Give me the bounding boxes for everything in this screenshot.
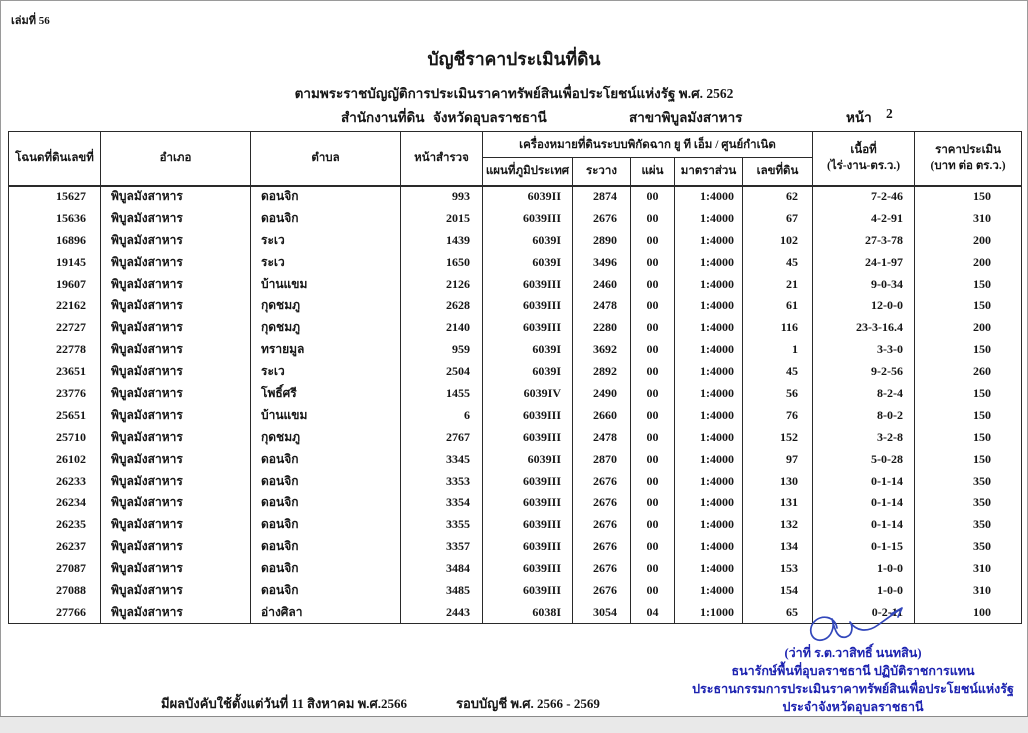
- cell-area: 9-0-34: [813, 273, 915, 295]
- office-label: สำนักงานที่ดิน: [341, 110, 425, 125]
- cell-map-sheet: 6039I: [483, 361, 573, 383]
- cell-price: 150: [915, 404, 1022, 426]
- header-phaen: แผ่น: [631, 158, 675, 186]
- effective-date-label: มีผลบังคับใช้ตั้งแต่วันที่ 11 สิงหาคม พ.ศ.2566: [161, 696, 408, 711]
- cell-price: 150: [915, 186, 1022, 208]
- cell-tambon: ดอนจิก: [251, 580, 401, 602]
- cell-land-no: 130: [743, 470, 813, 492]
- cell-land-no: 131: [743, 492, 813, 514]
- cell-amphoe: พิบูลมังสาหาร: [101, 514, 251, 536]
- cell-price: 200: [915, 317, 1022, 339]
- cell-map-sheet: 6039II: [483, 186, 573, 208]
- cell-map-sheet: 6039III: [483, 536, 573, 558]
- cell-map-sheet: 6039III: [483, 580, 573, 602]
- cell-map-sheet: 6039III: [483, 273, 573, 295]
- cell-phaen: 00: [631, 492, 675, 514]
- cell-scale: 1:4000: [675, 207, 743, 229]
- cell-map-sheet: 6039III: [483, 470, 573, 492]
- cell-area: 12-0-0: [813, 295, 915, 317]
- header-price-line2: (บาท ต่อ ตร.ว.): [930, 160, 1006, 173]
- cell-survey-page: 2443: [401, 601, 483, 623]
- cell-area: 5-0-28: [813, 448, 915, 470]
- cell-land-no: 61: [743, 295, 813, 317]
- cell-map-sheet: 6039III: [483, 404, 573, 426]
- cell-amphoe: พิบูลมังสาหาร: [101, 601, 251, 623]
- cell-survey-page: 6: [401, 404, 483, 426]
- cell-phaen: 00: [631, 186, 675, 208]
- cell-price: 100: [915, 601, 1022, 623]
- cell-phaen: 00: [631, 361, 675, 383]
- cell-tambon: โพธิ์ศรี: [251, 383, 401, 405]
- cell-land-no: 62: [743, 186, 813, 208]
- office-row: [1, 106, 1027, 126]
- cell-ravang: 2478: [573, 295, 631, 317]
- cell-ravang: 2490: [573, 383, 631, 405]
- cell-survey-page: 3354: [401, 492, 483, 514]
- cell-land-no: 154: [743, 580, 813, 602]
- cell-price: 310: [915, 207, 1022, 229]
- cell-tambon: อ่างศิลา: [251, 601, 401, 623]
- cell-survey-page: 3484: [401, 558, 483, 580]
- table-body: [9, 186, 1022, 624]
- cell-ravang: 2478: [573, 426, 631, 448]
- cell-phaen: 00: [631, 536, 675, 558]
- cell-area: 0-1-14: [813, 514, 915, 536]
- cell-amphoe: พิบูลมังสาหาร: [101, 383, 251, 405]
- cell-ravang: 3692: [573, 339, 631, 361]
- header-land-no: เลขที่ดิน: [743, 158, 813, 186]
- cell-ravang: 2676: [573, 558, 631, 580]
- cell-land-no: 97: [743, 448, 813, 470]
- header-area: [813, 132, 915, 186]
- cell-price: 150: [915, 295, 1022, 317]
- table-row: [9, 404, 1022, 426]
- cell-scale: 1:4000: [675, 186, 743, 208]
- cell-survey-page: 959: [401, 339, 483, 361]
- table-row: [9, 295, 1022, 317]
- cell-tambon: ดอนจิก: [251, 470, 401, 492]
- cell-amphoe: พิบูลมังสาหาร: [101, 295, 251, 317]
- cell-survey-page: 3357: [401, 536, 483, 558]
- cell-land-no: 132: [743, 514, 813, 536]
- cell-phaen: 00: [631, 558, 675, 580]
- cell-tambon: ดอนจิก: [251, 492, 401, 514]
- cell-area: 3-3-0: [813, 339, 915, 361]
- title-block: [1, 45, 1027, 104]
- page-word: หน้า: [846, 110, 872, 125]
- cell-scale: 1:4000: [675, 404, 743, 426]
- cell-survey-page: 3353: [401, 470, 483, 492]
- cell-deed-no: 22727: [9, 317, 101, 339]
- cell-deed-no: 26234: [9, 492, 101, 514]
- cell-ravang: 3054: [573, 601, 631, 623]
- cell-scale: 1:4000: [675, 339, 743, 361]
- cell-land-no: 1: [743, 339, 813, 361]
- cell-area: 4-2-91: [813, 207, 915, 229]
- assessment-table: [8, 131, 1022, 624]
- cell-survey-page: 1455: [401, 383, 483, 405]
- header-area-line2: (ไร่-งาน-ตร.ว.): [827, 160, 901, 173]
- cell-map-sheet: 6039III: [483, 207, 573, 229]
- signature-scribble: [807, 601, 911, 651]
- cell-price: 150: [915, 339, 1022, 361]
- cell-tambon: ทรายมูล: [251, 339, 401, 361]
- cell-area: 8-0-2: [813, 404, 915, 426]
- cell-phaen: 00: [631, 339, 675, 361]
- cell-amphoe: พิบูลมังสาหาร: [101, 404, 251, 426]
- cell-price: 350: [915, 470, 1022, 492]
- cell-phaen: 00: [631, 426, 675, 448]
- cell-deed-no: 23776: [9, 383, 101, 405]
- cell-area: 1-0-0: [813, 580, 915, 602]
- cell-scale: 1:4000: [675, 273, 743, 295]
- header-map-sheet: แผนที่ภูมิประเทศ: [483, 158, 573, 186]
- table-row: [9, 492, 1022, 514]
- cell-map-sheet: 6039III: [483, 514, 573, 536]
- cell-ravang: 2890: [573, 229, 631, 251]
- cell-tambon: ดอนจิก: [251, 536, 401, 558]
- header-area-line1: เนื้อที่: [850, 143, 877, 156]
- cell-ravang: 2870: [573, 448, 631, 470]
- cell-tambon: บ้านแขม: [251, 404, 401, 426]
- cell-survey-page: 2767: [401, 426, 483, 448]
- cell-land-no: 102: [743, 229, 813, 251]
- cell-amphoe: พิบูลมังสาหาร: [101, 229, 251, 251]
- cell-tambon: กุดชมภู: [251, 295, 401, 317]
- cell-scale: 1:4000: [675, 295, 743, 317]
- cell-land-no: 21: [743, 273, 813, 295]
- cell-phaen: 00: [631, 383, 675, 405]
- cell-scale: 1:4000: [675, 536, 743, 558]
- cell-survey-page: 3355: [401, 514, 483, 536]
- table-header: [9, 132, 1022, 186]
- cell-deed-no: 19145: [9, 251, 101, 273]
- header-price: [915, 132, 1022, 186]
- cell-scale: 1:4000: [675, 558, 743, 580]
- cell-amphoe: พิบูลมังสาหาร: [101, 361, 251, 383]
- cell-scale: 1:4000: [675, 251, 743, 273]
- cell-phaen: 00: [631, 317, 675, 339]
- cell-amphoe: พิบูลมังสาหาร: [101, 317, 251, 339]
- cell-scale: 1:1000: [675, 601, 743, 623]
- table-row: [9, 273, 1022, 295]
- cell-deed-no: 16896: [9, 229, 101, 251]
- cell-area: 0-1-14: [813, 470, 915, 492]
- cell-price: 150: [915, 448, 1022, 470]
- cell-survey-page: 2628: [401, 295, 483, 317]
- cell-deed-no: 15636: [9, 207, 101, 229]
- cell-tambon: กุดชมภู: [251, 317, 401, 339]
- cell-phaen: 00: [631, 251, 675, 273]
- cell-amphoe: พิบูลมังสาหาร: [101, 339, 251, 361]
- cell-map-sheet: 6039I: [483, 229, 573, 251]
- cell-scale: 1:4000: [675, 361, 743, 383]
- cell-deed-no: 23651: [9, 361, 101, 383]
- cell-area: 9-2-56: [813, 361, 915, 383]
- cell-price: 310: [915, 580, 1022, 602]
- cell-amphoe: พิบูลมังสาหาร: [101, 448, 251, 470]
- cell-price: 350: [915, 492, 1022, 514]
- cell-area: 0-2-11: [813, 601, 915, 623]
- cell-map-sheet: 6039I: [483, 339, 573, 361]
- cell-area: 23-3-16.4: [813, 317, 915, 339]
- cell-scale: 1:4000: [675, 426, 743, 448]
- cell-scale: 1:4000: [675, 514, 743, 536]
- cell-survey-page: 2126: [401, 273, 483, 295]
- province-label: จังหวัดอุบลราชธานี: [433, 110, 547, 125]
- table-row: [9, 536, 1022, 558]
- cell-tambon: ดอนจิก: [251, 448, 401, 470]
- cell-price: 200: [915, 229, 1022, 251]
- cell-amphoe: พิบูลมังสาหาร: [101, 273, 251, 295]
- cell-scale: 1:4000: [675, 229, 743, 251]
- cell-survey-page: 2140: [401, 317, 483, 339]
- cell-price: 350: [915, 536, 1022, 558]
- cell-land-no: 116: [743, 317, 813, 339]
- cell-price: 150: [915, 426, 1022, 448]
- cell-ravang: 2660: [573, 404, 631, 426]
- cell-deed-no: 26233: [9, 470, 101, 492]
- cell-tambon: ระเว: [251, 361, 401, 383]
- cell-map-sheet: 6039I: [483, 251, 573, 273]
- cell-amphoe: พิบูลมังสาหาร: [101, 492, 251, 514]
- cell-ravang: 2676: [573, 514, 631, 536]
- cell-amphoe: พิบูลมังสาหาร: [101, 470, 251, 492]
- header-amphoe: อำเภอ: [101, 132, 251, 186]
- cell-deed-no: 22778: [9, 339, 101, 361]
- table-row: [9, 448, 1022, 470]
- cell-amphoe: พิบูลมังสาหาร: [101, 207, 251, 229]
- cell-land-no: 153: [743, 558, 813, 580]
- cell-phaen: 00: [631, 448, 675, 470]
- cell-tambon: ระเว: [251, 229, 401, 251]
- signer-title-2: ประธานกรรมการประเมินราคาทรัพย์สินเพื่อประโยชน์แห่งรัฐ: [692, 682, 1014, 696]
- cell-phaen: 00: [631, 580, 675, 602]
- cell-ravang: 2460: [573, 273, 631, 295]
- cell-scale: 1:4000: [675, 317, 743, 339]
- signer-title-1: ธนารักษ์พื้นที่อุบลราชธานี ปฏิบัติราชการแทน: [731, 664, 975, 678]
- cell-price: 260: [915, 361, 1022, 383]
- cell-phaen: 00: [631, 295, 675, 317]
- header-ravang: ระวาง: [573, 158, 631, 186]
- cell-scale: 1:4000: [675, 492, 743, 514]
- header-scale: มาตราส่วน: [675, 158, 743, 186]
- cell-deed-no: 25710: [9, 426, 101, 448]
- cell-scale: 1:4000: [675, 580, 743, 602]
- cell-survey-page: 1650: [401, 251, 483, 273]
- header-tambon: ตำบล: [251, 132, 401, 186]
- cell-deed-no: 26235: [9, 514, 101, 536]
- cell-land-no: 65: [743, 601, 813, 623]
- cell-price: 200: [915, 251, 1022, 273]
- header-deed-no: โฉนดที่ดินเลขที่: [9, 132, 101, 186]
- account-period-label: รอบบัญชี พ.ศ. 2566 - 2569: [456, 696, 600, 711]
- cell-phaen: 00: [631, 229, 675, 251]
- cell-ravang: 2676: [573, 470, 631, 492]
- cell-ravang: 2676: [573, 536, 631, 558]
- table-row: [9, 207, 1022, 229]
- signer-name: (ว่าที่ ร.ต.วาสิทธิ์ นนทสิน): [784, 646, 922, 660]
- cell-phaen: 00: [631, 207, 675, 229]
- table-row: [9, 514, 1022, 536]
- cell-price: 150: [915, 273, 1022, 295]
- cell-area: 7-2-46: [813, 186, 915, 208]
- cell-deed-no: 26237: [9, 536, 101, 558]
- cell-price: 310: [915, 558, 1022, 580]
- table-row: [9, 339, 1022, 361]
- cell-amphoe: พิบูลมังสาหาร: [101, 536, 251, 558]
- cell-tambon: กุดชมภู: [251, 426, 401, 448]
- cell-phaen: 00: [631, 273, 675, 295]
- cell-area: 8-2-4: [813, 383, 915, 405]
- cell-deed-no: 27088: [9, 580, 101, 602]
- branch-label: สาขาพิบูลมังสาหาร: [629, 110, 743, 125]
- cell-survey-page: 2015: [401, 207, 483, 229]
- table-row: [9, 251, 1022, 273]
- page-title: บัญชีราคาประเมินที่ดิน: [427, 49, 601, 69]
- cell-map-sheet: 6039IV: [483, 383, 573, 405]
- table-row: [9, 361, 1022, 383]
- cell-scale: 1:4000: [675, 470, 743, 492]
- cell-ravang: 2892: [573, 361, 631, 383]
- cell-map-sheet: 6039III: [483, 317, 573, 339]
- cell-phaen: 00: [631, 514, 675, 536]
- cell-scale: 1:4000: [675, 448, 743, 470]
- page-number: 2: [886, 106, 893, 121]
- cell-survey-page: 1439: [401, 229, 483, 251]
- cell-area: 0-1-15: [813, 536, 915, 558]
- cell-land-no: 67: [743, 207, 813, 229]
- cell-map-sheet: 6039III: [483, 558, 573, 580]
- cell-price: 150: [915, 383, 1022, 405]
- cell-survey-page: 2504: [401, 361, 483, 383]
- cell-ravang: 2280: [573, 317, 631, 339]
- cell-deed-no: 25651: [9, 404, 101, 426]
- cell-map-sheet: 6039III: [483, 492, 573, 514]
- cell-ravang: 2676: [573, 580, 631, 602]
- cell-deed-no: 22162: [9, 295, 101, 317]
- cell-land-no: 134: [743, 536, 813, 558]
- cell-land-no: 45: [743, 251, 813, 273]
- table-row: [9, 580, 1022, 602]
- cell-phaen: 00: [631, 470, 675, 492]
- header-price-line1: ราคาประเมิน: [935, 143, 1001, 156]
- cell-survey-page: 993: [401, 186, 483, 208]
- table-row: [9, 558, 1022, 580]
- cell-tambon: ดอนจิก: [251, 514, 401, 536]
- cell-area: 1-0-0: [813, 558, 915, 580]
- cell-deed-no: 26102: [9, 448, 101, 470]
- cell-survey-page: 3485: [401, 580, 483, 602]
- cell-price: 350: [915, 514, 1022, 536]
- cell-area: 27-3-78: [813, 229, 915, 251]
- cell-ravang: 2676: [573, 207, 631, 229]
- cell-deed-no: 15627: [9, 186, 101, 208]
- cell-map-sheet: 6038I: [483, 601, 573, 623]
- cell-map-sheet: 6039II: [483, 448, 573, 470]
- cell-tambon: ดอนจิก: [251, 558, 401, 580]
- cell-area: 3-2-8: [813, 426, 915, 448]
- cell-tambon: บ้านแขม: [251, 273, 401, 295]
- cell-deed-no: 27766: [9, 601, 101, 623]
- cell-amphoe: พิบูลมังสาหาร: [101, 426, 251, 448]
- signer-title-3: ประจำจังหวัดอุบลราชธานี: [782, 700, 924, 714]
- cell-area: 24-1-97: [813, 251, 915, 273]
- cell-tambon: ดอนจิก: [251, 186, 401, 208]
- signer-block: [673, 644, 1028, 716]
- cell-amphoe: พิบูลมังสาหาร: [101, 251, 251, 273]
- cell-land-no: 76: [743, 404, 813, 426]
- table-row: [9, 470, 1022, 492]
- cell-area: 0-1-14: [813, 492, 915, 514]
- cell-survey-page: 3345: [401, 448, 483, 470]
- header-survey-page: หน้าสำรวจ: [401, 132, 483, 186]
- cell-ravang: 3496: [573, 251, 631, 273]
- cell-amphoe: พิบูลมังสาหาร: [101, 186, 251, 208]
- cell-amphoe: พิบูลมังสาหาร: [101, 558, 251, 580]
- cell-land-no: 56: [743, 383, 813, 405]
- cell-deed-no: 27087: [9, 558, 101, 580]
- header-utm-group: เครื่องหมายที่ดินระบบพิกัดฉาก ยู ที เอ็ม / ศูนย์กำเนิด: [483, 132, 813, 158]
- cell-scale: 1:4000: [675, 383, 743, 405]
- cell-tambon: ระเว: [251, 251, 401, 273]
- volume-label: เล่มที่ 56: [11, 15, 50, 27]
- cell-phaen: 04: [631, 601, 675, 623]
- cell-deed-no: 19607: [9, 273, 101, 295]
- table-row: [9, 383, 1022, 405]
- cell-ravang: 2874: [573, 186, 631, 208]
- cell-phaen: 00: [631, 404, 675, 426]
- cell-amphoe: พิบูลมังสาหาร: [101, 580, 251, 602]
- cell-land-no: 152: [743, 426, 813, 448]
- window-bottom-bar: [0, 716, 1028, 733]
- cell-ravang: 2676: [573, 492, 631, 514]
- table-row: [9, 426, 1022, 448]
- cell-map-sheet: 6039III: [483, 295, 573, 317]
- cell-map-sheet: 6039III: [483, 426, 573, 448]
- cell-land-no: 45: [743, 361, 813, 383]
- page-subtitle: ตามพระราชบัญญัติการประเมินราคาทรัพย์สินเพื่อประโยชน์แห่งรัฐ พ.ศ. 2562: [294, 86, 734, 101]
- table-row: [9, 317, 1022, 339]
- cell-tambon: ดอนจิก: [251, 207, 401, 229]
- table-row: [9, 229, 1022, 251]
- table-row: [9, 186, 1022, 208]
